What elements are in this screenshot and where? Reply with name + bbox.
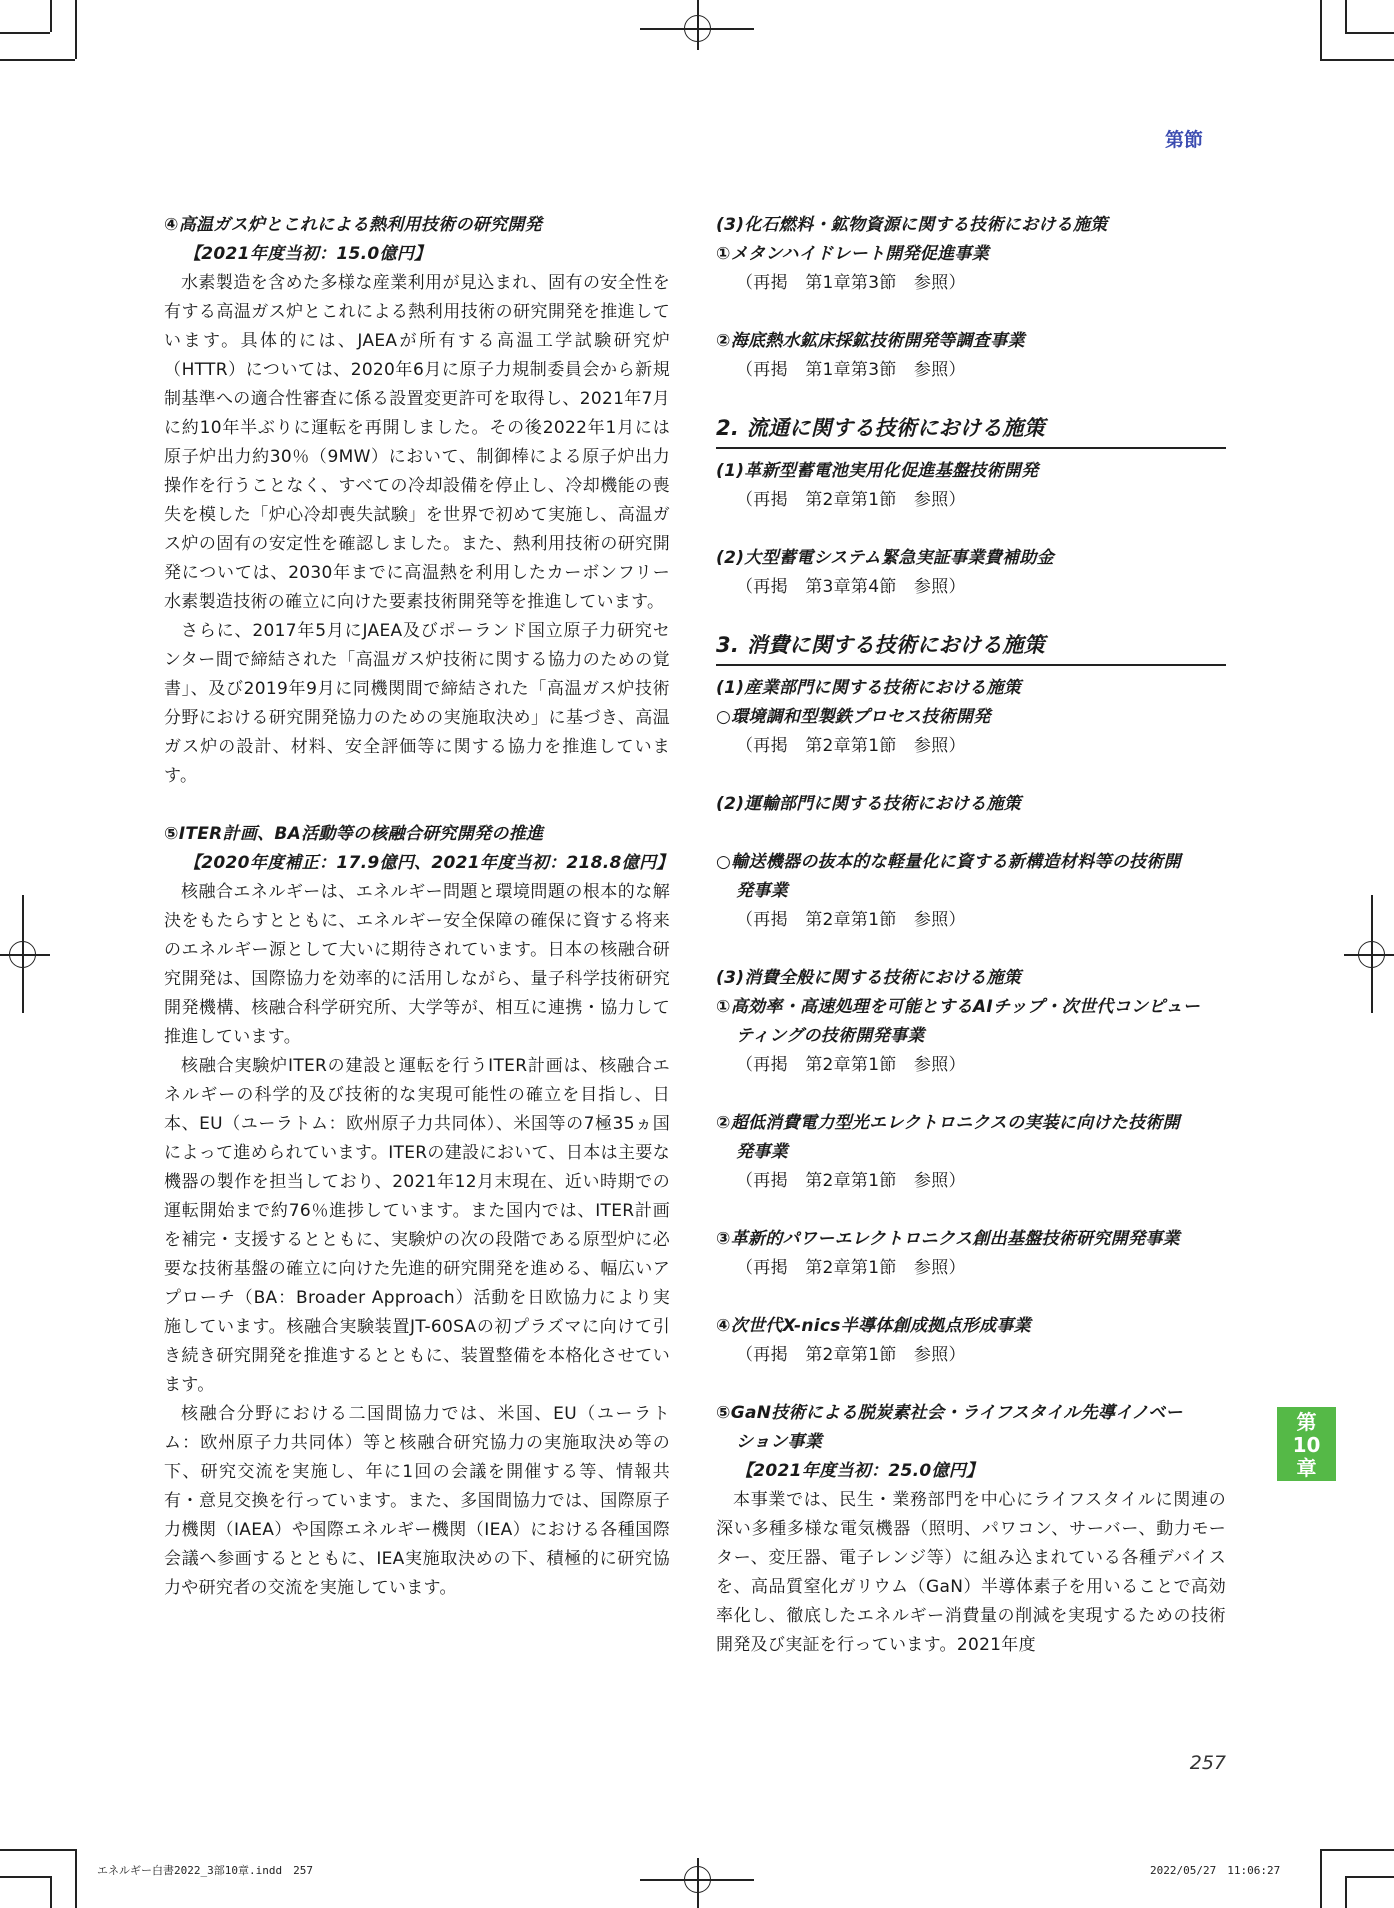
transport-heading: (2)運輸部門に関する技術における施策 — [716, 794, 1022, 814]
overall-item5-paragraph: 本事業では、民生・業務部門を中心にライフスタイルに関連の深い多種多様な電気機器（照明、パワコン、サーバー、動力モーター、変圧器、電子レンジ等）に組み込まれている各種デバイスを、高品質窒化ガリウム（GaN）半導体素子を用いることで高効率化し、徹底したエネルギー消費量の削減を実現するための技術開発及び実証を行っています。2021年度 — [716, 1490, 1226, 1655]
transport-item-line2: 発事業 — [736, 881, 788, 901]
fossil-item-1-title: ①メタンハイドレート開発促進事業 — [716, 244, 990, 264]
chapter-tab-line3: 章 — [1296, 1456, 1317, 1480]
item4-title: ④高温ガス炉とこれによる熱利用技術の研究開発 — [164, 215, 542, 235]
fossil-heading: (3)化石燃料・鉱物資源に関する技術における施策 — [716, 215, 1108, 235]
overall-item4-ref: （再掲 第2章第1節 参照） — [736, 1345, 966, 1365]
item5-paragraph-1: 核融合エネルギーは、エネルギー問題と環境問題の根本的な解決をもたらすとともに、エネルギー安全保障の確保に資する将来のエネルギー源として大いに期待されています。日本の核融合研究開発は、国際協力を効率的に活用しながら、量子科学技術研究開発機構、核融合科学研究所、大学等が、相互に連携・協力して推進しています。 — [164, 882, 670, 1047]
transport-item-line1: ○輸送機器の抜本的な軽量化に資する新構造材料等の技術開 — [716, 852, 1181, 872]
fossil-item-2-title: ②海底熱水鉱床採鉱技術開発等調査事業 — [716, 331, 1025, 351]
section-label: 第節 — [1165, 129, 1204, 151]
overall-item1-line2: ティングの技術開発事業 — [736, 1026, 925, 1046]
overall-item5-line1: ⑤GaN技術による脱炭素社会・ライフスタイル先導イノベー — [716, 1403, 1183, 1423]
item4-paragraph-2: さらに、2017年5月にJAEA及びポーランド国立原子力研究センター間で締結された「高温ガス炉技術に関する協力のための覚書」、及び2019年9月に同機関間で締結された「高温ガス炉技術分野における研究開発協力のための実施取決め」に基づき、高温ガス炉の設計、材料、安全評価等に関する協力を推進しています。 — [164, 621, 670, 786]
overall-item5-budget: 【2021年度当初：25.0億円】 — [736, 1461, 984, 1481]
right-column — [716, 211, 1226, 1660]
overall-item1-ref: （再掲 第2章第1節 参照） — [736, 1055, 966, 1075]
overall-item1-line1: ①高効率・高速処理を可能とするAIチップ・次世代コンピュー — [716, 997, 1201, 1017]
chapter-tab-line1: 第 — [1296, 1410, 1317, 1434]
industry-heading: (1)産業部門に関する技術における施策 — [716, 678, 1022, 698]
item5-paragraph-3: 核融合分野における二国間協力では、米国、EU（ユーラトム：欧州原子力共同体）等と核融合研究協力の実施取決め等の下、研究交流を実施し、年に1回の会議を開催する等、情報共有・意見交換を行っています。また、多国間協力では、国際原子力機関（IAEA）や国際エネルギー機関（IEA）における各種国際会議へ参画するとともに、IEA実施取決めの下、積極的に研究協力や研究者の交流を実施しています。 — [164, 1404, 670, 1598]
section-3-title: 3. 消費に関する技術における施策 — [716, 630, 1226, 666]
chapter-tab — [1277, 1407, 1336, 1481]
sec2-item-1-ref: （再掲 第2章第1節 参照） — [736, 490, 966, 510]
industry-ref: （再掲 第2章第1節 参照） — [736, 736, 966, 756]
overall-item3: ③革新的パワーエレクトロニクス創出基盤技術研究開発事業 — [716, 1229, 1180, 1249]
transport-ref: （再掲 第2章第1節 参照） — [736, 910, 966, 930]
item5-title: ⑤ITER計画、BA活動等の核融合研究開発の推進 — [164, 824, 544, 844]
footer-timestamp: 2022/05/27 11:06:27 — [1150, 1864, 1281, 1877]
page-number: 257 — [1189, 1752, 1226, 1774]
overall-item3-ref: （再掲 第2章第1節 参照） — [736, 1258, 966, 1278]
sec2-item-2-title: (2)大型蓄電システム緊急実証事業費補助金 — [716, 548, 1054, 568]
chapter-tab-line2: 10 — [1292, 1433, 1321, 1457]
left-column — [164, 211, 674, 1603]
sec2-item-1-title: (1)革新型蓄電池実用化促進基盤技術開発 — [716, 461, 1039, 481]
overall-item2-line2: 発事業 — [736, 1142, 788, 1162]
item5-budget: 【2020年度補正：17.9億円、2021年度当初：218.8億円】 — [184, 853, 674, 873]
overall-item2-line1: ②超低消費電力型光エレクトロニクスの実装に向けた技術開 — [716, 1113, 1180, 1133]
item4-paragraph-1: 水素製造を含めた多様な産業利用が見込まれ、固有の安全性を有する高温ガス炉とこれによる熱利用技術の研究開発を推進しています。具体的には、JAEAが所有する高温工学試験研究炉（HTTR）については、2020年6月に原子力規制委員会から新規制基準への適合性審査に係る設置変更許可を取得し、2021年7月に約10年半ぶりに運転を再開しました。その後2022年1月には原子炉出力約30％（9MW）において、制御棒による原子炉出力操作を行うことなく、すべての冷却設備を停止し、冷却機能の喪失を模した「炉心冷却喪失試験」を世界で初めて実施し、高温ガス炉の固有の安定性を確認しました。また、熱利用技術の研究開発については、2030年までに高温熱を利用したカーボンフリー水素製造技術の確立に向けた要素技術開発等を推進しています。 — [164, 273, 670, 612]
sec2-item-2-ref: （再掲 第3章第4節 参照） — [736, 577, 966, 597]
overall-item2-ref: （再掲 第2章第1節 参照） — [736, 1171, 966, 1191]
industry-item: ○環境調和型製鉄プロセス技術開発 — [716, 707, 991, 727]
fossil-item-2-ref: （再掲 第1章第3節 参照） — [736, 360, 966, 380]
item4-budget: 【2021年度当初：15.0億円】 — [184, 244, 432, 264]
footer-filename: エネルギー白書2022_3部10章.indd 257 — [97, 1864, 313, 1877]
fossil-item-1-ref: （再掲 第1章第3節 参照） — [736, 273, 966, 293]
overall-item5-line2: ション事業 — [736, 1432, 823, 1452]
section-2-title: 2. 流通に関する技術における施策 — [716, 413, 1226, 449]
item5-paragraph-2: 核融合実験炉ITERの建設と運転を行うITER計画は、核融合エネルギーの科学的及び技術的な実現可能性の確立を目指し、日本、EU（ユーラトム：欧州原子力共同体）、米国等の7極35ヵ国によって進められています。ITERの建設において、日本は主要な機器の製作を担当しており、2021年12月末現在、近い時期での運転開始まで約76％進捗しています。また国内では、ITER計画を補完・支援するとともに、実験炉の次の段階である原型炉に必要な技術基盤の確立に向けた先進的研究開発を進める、幅広いアプローチ（BA：Broader Approach）活動を日欧協力により実施しています。核融合実験装置JT-60SAの初プラズマに向けて引き続き研究開発を推進するとともに、装置整備を本格化させています。 — [164, 1056, 670, 1395]
overall-heading: (3)消費全般に関する技術における施策 — [716, 968, 1022, 988]
overall-item4: ④次世代X-nics半導体創成拠点形成事業 — [716, 1316, 1031, 1336]
